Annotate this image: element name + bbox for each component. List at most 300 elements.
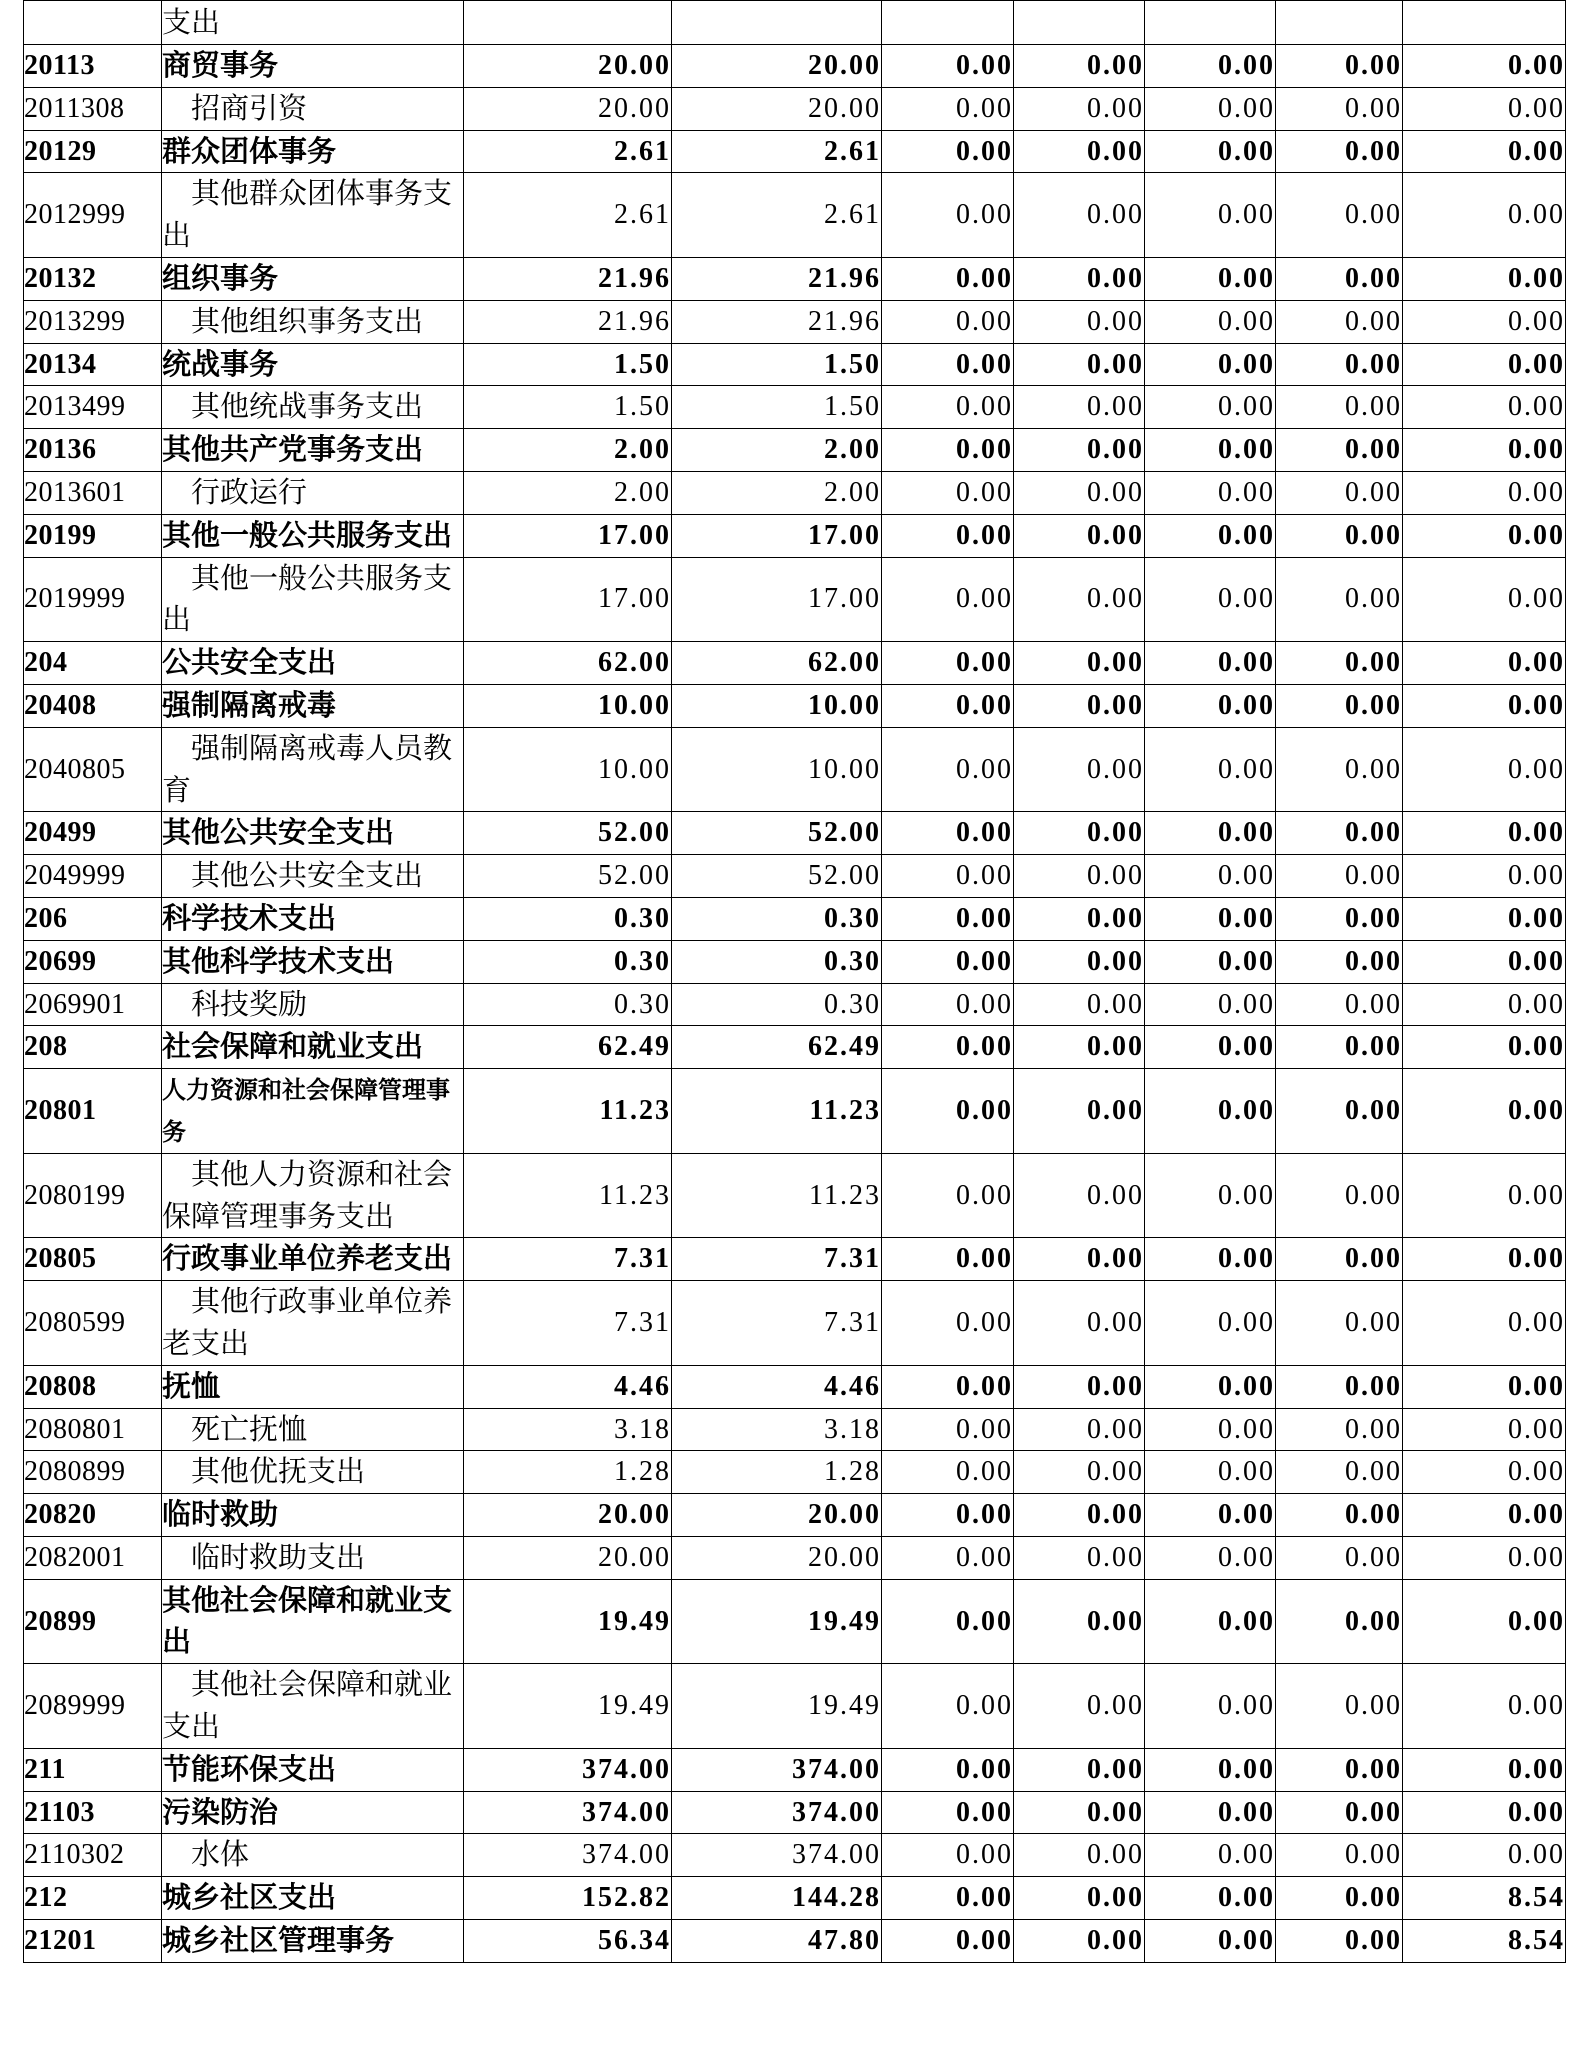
amount-value: 0.00 xyxy=(956,860,1013,892)
amount-cell xyxy=(882,429,1014,472)
amount-cell xyxy=(672,684,882,727)
table-row xyxy=(24,173,1566,258)
item-code: 204 xyxy=(24,647,68,679)
amount-cell xyxy=(882,1664,1014,1749)
amount-cell xyxy=(1403,1536,1566,1579)
amount-value: 7.31 xyxy=(824,1307,881,1338)
amount-cell xyxy=(672,1536,882,1579)
table-row xyxy=(24,940,1566,983)
amount-cell xyxy=(672,1579,882,1664)
amount-value: 0.00 xyxy=(1218,1031,1275,1063)
amount-value: 20.00 xyxy=(598,1499,671,1531)
amount-cell xyxy=(1145,1920,1276,1963)
amount-value: 0.00 xyxy=(1218,305,1275,337)
amount-value: 0.00 xyxy=(1218,647,1275,679)
item-code: 2012999 xyxy=(24,199,126,231)
amount-cell xyxy=(1276,429,1403,472)
amount-value: 2.61 xyxy=(824,135,881,167)
amount-value: 0.00 xyxy=(956,1370,1013,1402)
amount-cell xyxy=(1145,130,1276,173)
amount-value: 0.00 xyxy=(1508,753,1565,785)
code-cell xyxy=(24,386,162,429)
name-cell xyxy=(162,1748,464,1791)
item-code: 208 xyxy=(24,1031,68,1063)
amount-cell xyxy=(1014,812,1145,855)
amount-value: 0.00 xyxy=(1218,1690,1275,1722)
amount-cell xyxy=(1276,1791,1403,1834)
amount-cell xyxy=(672,343,882,386)
amount-value: 62.00 xyxy=(598,647,671,679)
code-cell xyxy=(24,1536,162,1579)
amount-value: 0.00 xyxy=(1345,1307,1402,1338)
amount-cell xyxy=(1145,429,1276,472)
amount-value: 0.00 xyxy=(1508,1370,1565,1402)
table-row xyxy=(24,1365,1566,1408)
amount-cell xyxy=(1276,1877,1403,1920)
name-cell xyxy=(162,1451,464,1494)
amount-cell xyxy=(464,897,672,940)
amount-cell xyxy=(464,87,672,130)
amount-cell xyxy=(1403,1791,1566,1834)
amount-cell xyxy=(1014,1069,1145,1154)
amount-value: 0.00 xyxy=(1218,1541,1275,1573)
amount-cell xyxy=(882,257,1014,300)
amount-value: 0.00 xyxy=(1218,1925,1275,1957)
amount-cell xyxy=(1014,386,1145,429)
name-cell xyxy=(162,1834,464,1877)
amount-value: 0.00 xyxy=(1218,902,1275,934)
amount-value: 17.00 xyxy=(808,519,881,551)
amount-cell xyxy=(464,1834,672,1877)
amount-cell xyxy=(1276,1664,1403,1749)
amount-value: 0.00 xyxy=(1508,1605,1565,1637)
amount-cell xyxy=(1014,642,1145,685)
amount-cell xyxy=(1014,1579,1145,1664)
item-name: 其他公共安全支出 xyxy=(162,815,395,850)
amount-cell xyxy=(672,173,882,258)
amount-cell xyxy=(882,1,1014,45)
amount-value: 17.00 xyxy=(598,583,671,615)
amount-value: 20.00 xyxy=(808,1499,881,1531)
amount-cell xyxy=(1145,1834,1276,1877)
amount-cell xyxy=(1403,1026,1566,1069)
amount-cell xyxy=(1276,87,1403,130)
amount-value: 0.00 xyxy=(1508,519,1565,551)
item-code: 2080899 xyxy=(24,1456,126,1488)
amount-cell xyxy=(672,1451,882,1494)
item-code: 20136 xyxy=(24,434,97,466)
item-name: 行政运行 xyxy=(191,474,308,509)
amount-value: 0.00 xyxy=(1087,817,1144,849)
amount-value: 0.00 xyxy=(1508,1413,1565,1445)
amount-value: 0.00 xyxy=(1345,1839,1402,1871)
amount-value: 0.00 xyxy=(1087,476,1144,508)
amount-cell xyxy=(882,812,1014,855)
name-cell xyxy=(162,173,464,258)
amount-value: 0.00 xyxy=(1345,1031,1402,1063)
item-name: 科技奖励 xyxy=(191,986,308,1021)
amount-value: 0.00 xyxy=(956,1541,1013,1573)
amount-value: 0.00 xyxy=(1218,1499,1275,1531)
name-cell xyxy=(162,87,464,130)
amount-value: 2.00 xyxy=(824,434,881,466)
amount-value: 0.00 xyxy=(1218,988,1275,1020)
amount-cell xyxy=(1145,1536,1276,1579)
amount-value: 0.00 xyxy=(1508,92,1565,124)
code-cell xyxy=(24,45,162,88)
amount-cell xyxy=(882,1408,1014,1451)
item-name: 强制隔离戒毒 xyxy=(162,687,337,722)
amount-value: 0.00 xyxy=(1345,945,1402,977)
amount-value: 0.00 xyxy=(1218,1605,1275,1637)
amount-value: 0.00 xyxy=(956,1095,1013,1127)
table-row xyxy=(24,812,1566,855)
code-cell xyxy=(24,557,162,642)
amount-cell xyxy=(1276,940,1403,983)
code-cell xyxy=(24,940,162,983)
amount-cell xyxy=(1014,855,1145,898)
amount-cell xyxy=(1276,343,1403,386)
amount-value: 0.00 xyxy=(956,391,1013,423)
amount-value: 374.00 xyxy=(582,1753,671,1785)
amount-value: 0.00 xyxy=(1345,92,1402,124)
amount-cell xyxy=(882,684,1014,727)
amount-cell xyxy=(672,642,882,685)
amount-value: 0.00 xyxy=(1345,988,1402,1020)
amount-value: 17.00 xyxy=(808,583,881,615)
amount-value: 0.00 xyxy=(956,305,1013,337)
amount-cell xyxy=(882,1748,1014,1791)
amount-cell xyxy=(1403,727,1566,812)
amount-cell xyxy=(1014,1026,1145,1069)
amount-cell xyxy=(1276,1579,1403,1664)
amount-value: 0.00 xyxy=(1345,1095,1402,1127)
amount-value: 0.00 xyxy=(1087,1541,1144,1573)
item-name: 其他共产党事务支出 xyxy=(162,432,424,467)
amount-value: 21.96 xyxy=(808,305,881,337)
amount-cell xyxy=(1276,1153,1403,1238)
amount-cell xyxy=(1014,1408,1145,1451)
amount-cell xyxy=(882,471,1014,514)
amount-value: 1.50 xyxy=(824,391,881,423)
amount-value: 0.00 xyxy=(956,583,1013,615)
name-cell xyxy=(162,429,464,472)
amount-cell xyxy=(1276,1365,1403,1408)
amount-cell xyxy=(882,300,1014,343)
amount-value: 0.00 xyxy=(1345,1243,1402,1275)
item-name: 其他组织事务支出 xyxy=(191,303,424,338)
name-cell xyxy=(162,471,464,514)
amount-value: 0.00 xyxy=(956,50,1013,81)
amount-value: 0.00 xyxy=(1508,817,1565,849)
amount-value: 0.00 xyxy=(1508,1031,1565,1063)
table-row xyxy=(24,1579,1566,1664)
amount-value: 20.00 xyxy=(808,1541,881,1573)
item-code: 2082001 xyxy=(24,1541,126,1573)
amount-value: 0.00 xyxy=(1218,135,1275,167)
amount-value: 0.00 xyxy=(956,1925,1013,1957)
amount-value: 0.00 xyxy=(956,902,1013,934)
amount-value: 0.00 xyxy=(1508,476,1565,508)
amount-cell xyxy=(1276,130,1403,173)
amount-cell xyxy=(1014,684,1145,727)
amount-cell xyxy=(672,471,882,514)
name-cell xyxy=(162,1664,464,1749)
amount-cell xyxy=(672,1664,882,1749)
amount-cell xyxy=(1014,1451,1145,1494)
item-code: 211 xyxy=(24,1753,66,1785)
amount-cell xyxy=(464,300,672,343)
amount-cell xyxy=(882,855,1014,898)
amount-cell xyxy=(1145,1281,1276,1366)
name-cell xyxy=(162,557,464,642)
amount-value: 144.28 xyxy=(792,1882,881,1914)
table-row xyxy=(24,1664,1566,1749)
amount-value: 0.00 xyxy=(1345,1796,1402,1828)
amount-value: 0.30 xyxy=(614,988,671,1020)
table-row xyxy=(24,557,1566,642)
amount-cell xyxy=(464,1153,672,1238)
name-cell xyxy=(162,1536,464,1579)
table-row xyxy=(24,1920,1566,1963)
item-name: 死亡抚恤 xyxy=(191,1411,308,1446)
code-cell xyxy=(24,855,162,898)
amount-value: 4.46 xyxy=(824,1370,881,1402)
name-cell xyxy=(162,343,464,386)
amount-cell xyxy=(464,1664,672,1749)
name-cell xyxy=(162,386,464,429)
table-row xyxy=(24,45,1566,88)
amount-value: 8.54 xyxy=(1508,1925,1565,1957)
amount-value: 0.00 xyxy=(956,1499,1013,1531)
amount-value: 0.00 xyxy=(956,689,1013,721)
amount-cell xyxy=(1276,684,1403,727)
amount-cell xyxy=(1276,1536,1403,1579)
amount-cell xyxy=(464,1791,672,1834)
amount-cell xyxy=(464,1920,672,1963)
amount-value: 0.00 xyxy=(1087,199,1144,231)
code-cell xyxy=(24,1238,162,1281)
item-name: 强制隔离戒毒人员教育 xyxy=(162,730,453,807)
amount-cell xyxy=(1403,1664,1566,1749)
amount-value: 0.00 xyxy=(1087,1925,1144,1957)
item-name: 其他一般公共服务支出 xyxy=(162,517,453,552)
item-code: 20808 xyxy=(24,1370,97,1402)
item-name: 其他统战事务支出 xyxy=(191,389,424,424)
amount-value: 0.00 xyxy=(1345,817,1402,849)
amount-value: 0.00 xyxy=(1345,1541,1402,1573)
amount-value: 0.00 xyxy=(1345,305,1402,337)
amount-value: 0.00 xyxy=(1508,1095,1565,1127)
amount-value: 0.00 xyxy=(1087,860,1144,892)
amount-cell xyxy=(1145,897,1276,940)
amount-value: 47.80 xyxy=(808,1925,881,1957)
amount-cell xyxy=(1014,257,1145,300)
name-cell xyxy=(162,1069,464,1154)
amount-value: 0.00 xyxy=(956,1413,1013,1445)
amount-value: 0.00 xyxy=(956,348,1013,380)
amount-cell xyxy=(464,257,672,300)
amount-cell xyxy=(672,1494,882,1537)
amount-cell xyxy=(1014,1238,1145,1281)
amount-cell xyxy=(1403,257,1566,300)
amount-value: 0.00 xyxy=(1508,50,1565,81)
amount-cell xyxy=(882,1920,1014,1963)
amount-value: 0.00 xyxy=(1218,1882,1275,1914)
amount-cell xyxy=(464,1877,672,1920)
amount-cell xyxy=(882,514,1014,557)
amount-cell xyxy=(1145,1069,1276,1154)
item-code: 20408 xyxy=(24,689,97,721)
amount-value: 1.50 xyxy=(614,391,671,423)
amount-value: 0.00 xyxy=(1508,348,1565,380)
code-cell xyxy=(24,812,162,855)
amount-value: 0.00 xyxy=(1508,1179,1565,1211)
amount-value: 62.00 xyxy=(808,647,881,679)
amount-value: 21.96 xyxy=(598,262,671,294)
amount-value: 0.00 xyxy=(956,199,1013,231)
amount-cell xyxy=(1145,300,1276,343)
amount-value: 0.00 xyxy=(956,1605,1013,1637)
amount-cell xyxy=(1403,1451,1566,1494)
amount-value: 0.00 xyxy=(1087,1243,1144,1275)
amount-value: 0.00 xyxy=(1218,583,1275,615)
table-row xyxy=(24,727,1566,812)
amount-cell xyxy=(1145,1408,1276,1451)
amount-cell xyxy=(1145,514,1276,557)
amount-value: 0.00 xyxy=(956,817,1013,849)
amount-value: 0.00 xyxy=(1087,50,1144,81)
amount-value: 1.28 xyxy=(824,1456,881,1488)
code-cell xyxy=(24,1451,162,1494)
amount-value: 0.00 xyxy=(1218,1243,1275,1275)
amount-value: 10.00 xyxy=(808,753,881,785)
item-code: 20499 xyxy=(24,817,97,849)
amount-cell xyxy=(882,1877,1014,1920)
amount-cell xyxy=(1145,940,1276,983)
amount-cell xyxy=(1403,471,1566,514)
amount-cell xyxy=(1014,983,1145,1026)
item-name: 抚恤 xyxy=(162,1368,221,1403)
code-cell xyxy=(24,1579,162,1664)
amount-value: 0.00 xyxy=(956,476,1013,508)
item-name: 其他人力资源和社会保障管理事务支出 xyxy=(162,1156,453,1233)
code-cell xyxy=(24,1408,162,1451)
amount-value: 17.00 xyxy=(598,519,671,551)
code-cell xyxy=(24,1834,162,1877)
amount-cell xyxy=(672,1281,882,1366)
amount-value: 2.61 xyxy=(614,199,671,231)
amount-cell xyxy=(464,812,672,855)
amount-cell xyxy=(1014,1,1145,45)
amount-value: 10.00 xyxy=(808,689,881,721)
amount-cell xyxy=(1276,173,1403,258)
code-cell xyxy=(24,983,162,1026)
name-cell xyxy=(162,1238,464,1281)
amount-cell xyxy=(1145,1579,1276,1664)
item-name: 科学技术支出 xyxy=(162,900,337,935)
amount-value: 0.00 xyxy=(1087,902,1144,934)
amount-value: 1.50 xyxy=(824,348,881,380)
amount-cell xyxy=(1014,940,1145,983)
item-name: 水体 xyxy=(191,1837,250,1872)
amount-cell xyxy=(1403,940,1566,983)
amount-cell xyxy=(1145,1664,1276,1749)
amount-value: 0.00 xyxy=(1087,1690,1144,1722)
name-cell xyxy=(162,1877,464,1920)
amount-cell xyxy=(1276,1,1403,45)
amount-cell xyxy=(672,1,882,45)
amount-cell xyxy=(1403,1069,1566,1154)
amount-cell xyxy=(1403,812,1566,855)
item-name: 人力资源和社会保障管理事务 xyxy=(162,1075,450,1146)
amount-value: 21.96 xyxy=(808,262,881,294)
amount-value: 0.00 xyxy=(1508,262,1565,294)
amount-value: 2.00 xyxy=(824,476,881,508)
item-name: 其他一般公共服务支出 xyxy=(162,560,453,637)
name-cell xyxy=(162,983,464,1026)
amount-value: 0.00 xyxy=(1087,92,1144,124)
amount-cell xyxy=(882,1579,1014,1664)
amount-cell xyxy=(672,87,882,130)
amount-value: 0.30 xyxy=(614,945,671,977)
amount-cell xyxy=(672,386,882,429)
amount-cell xyxy=(672,727,882,812)
amount-cell xyxy=(1014,1365,1145,1408)
amount-value: 0.00 xyxy=(1218,945,1275,977)
amount-cell xyxy=(464,727,672,812)
amount-value: 374.00 xyxy=(582,1796,671,1828)
amount-value: 0.00 xyxy=(1345,753,1402,785)
item-name: 支出 xyxy=(162,4,221,39)
amount-value: 0.00 xyxy=(956,1839,1013,1871)
amount-cell xyxy=(882,1834,1014,1877)
amount-value: 11.23 xyxy=(599,1179,671,1211)
amount-cell xyxy=(1014,471,1145,514)
amount-value: 0.00 xyxy=(1087,689,1144,721)
amount-value: 0.00 xyxy=(1218,391,1275,423)
amount-value: 0.00 xyxy=(956,262,1013,294)
amount-value: 0.00 xyxy=(1218,199,1275,231)
amount-value: 0.00 xyxy=(956,1031,1013,1063)
item-code: 2013499 xyxy=(24,391,126,423)
amount-cell xyxy=(1276,1920,1403,1963)
amount-value: 0.00 xyxy=(1508,860,1565,892)
amount-cell xyxy=(464,386,672,429)
amount-value: 0.00 xyxy=(956,1456,1013,1488)
amount-cell xyxy=(1276,471,1403,514)
code-cell xyxy=(24,1664,162,1749)
amount-value: 0.00 xyxy=(1508,689,1565,721)
code-cell xyxy=(24,343,162,386)
amount-cell xyxy=(882,87,1014,130)
amount-cell xyxy=(1403,1579,1566,1664)
amount-cell xyxy=(1276,1281,1403,1366)
table-row xyxy=(24,1834,1566,1877)
amount-cell xyxy=(1014,1920,1145,1963)
name-cell xyxy=(162,1494,464,1537)
amount-value: 11.23 xyxy=(809,1095,881,1127)
amount-value: 0.00 xyxy=(1087,519,1144,551)
amount-cell xyxy=(1276,300,1403,343)
table-row xyxy=(24,1069,1566,1154)
amount-cell xyxy=(1014,1791,1145,1834)
amount-value: 0.00 xyxy=(1087,1307,1144,1338)
amount-cell xyxy=(672,300,882,343)
amount-cell xyxy=(1014,45,1145,88)
amount-cell xyxy=(464,1365,672,1408)
amount-value: 1.50 xyxy=(614,348,671,380)
